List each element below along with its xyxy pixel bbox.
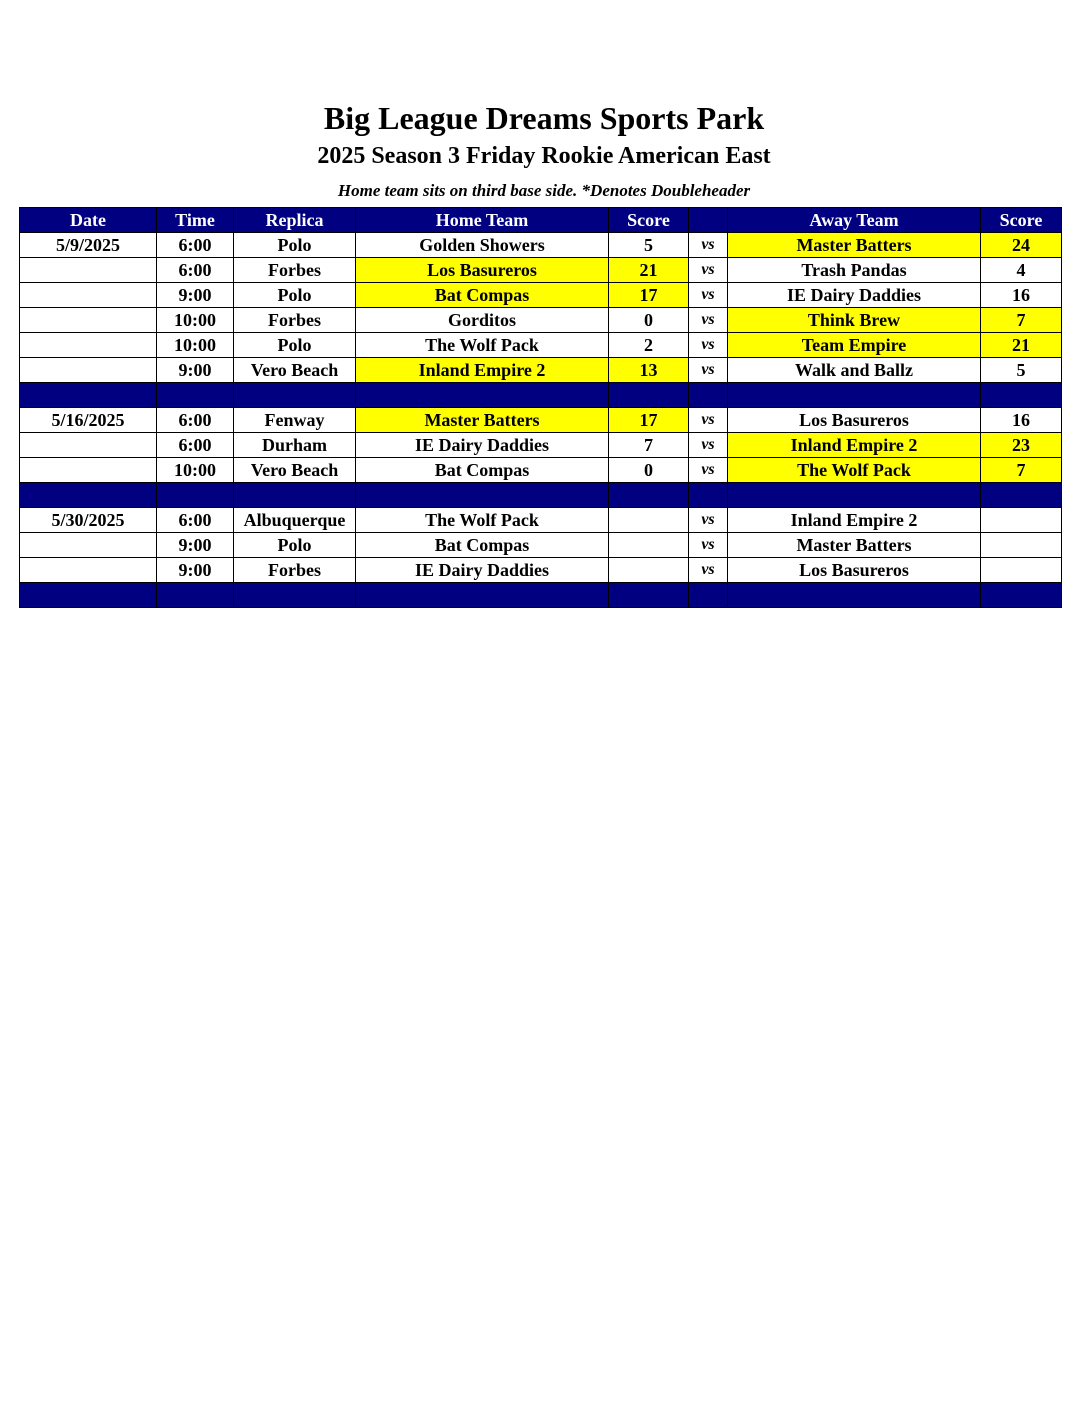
cell-away-score: 16 xyxy=(981,283,1062,308)
table-row xyxy=(20,308,1062,333)
cell-home-team: Golden Showers xyxy=(356,233,609,258)
cell-away-team: The Wolf Pack xyxy=(728,458,981,483)
cell-time: 9:00 xyxy=(157,533,234,558)
cell-date xyxy=(20,533,157,558)
separator-cell xyxy=(20,483,157,508)
cell-time: 6:00 xyxy=(157,508,234,533)
cell-replica: Vero Beach xyxy=(234,358,356,383)
column-header-away-team: Away Team xyxy=(728,208,981,233)
cell-time: 9:00 xyxy=(157,358,234,383)
cell-replica: Forbes xyxy=(234,558,356,583)
cell-date xyxy=(20,558,157,583)
cell-replica: Polo xyxy=(234,333,356,358)
cell-time: 10:00 xyxy=(157,458,234,483)
cell-home-score: 13 xyxy=(609,358,689,383)
cell-vs: vs xyxy=(689,533,728,558)
cell-replica: Forbes xyxy=(234,258,356,283)
cell-away-team: Los Basureros xyxy=(728,408,981,433)
separator-row xyxy=(20,583,1062,608)
table-header-row xyxy=(20,208,1062,233)
separator-cell xyxy=(157,483,234,508)
column-header-home-team: Home Team xyxy=(356,208,609,233)
cell-away-score: 24 xyxy=(981,233,1062,258)
table-row xyxy=(20,333,1062,358)
schedule-note: Home team sits on third base side. *Denotes Doubleheader xyxy=(337,181,751,200)
column-header-home-score: Score xyxy=(609,208,689,233)
cell-away-team: Master Batters xyxy=(728,233,981,258)
cell-away-team: Walk and Ballz xyxy=(728,358,981,383)
table-row xyxy=(20,558,1062,583)
cell-home-team: Bat Compas xyxy=(356,458,609,483)
cell-away-team: Los Basureros xyxy=(728,558,981,583)
cell-vs: vs xyxy=(689,408,728,433)
cell-away-score: 21 xyxy=(981,333,1062,358)
cell-home-score xyxy=(609,558,689,583)
cell-date xyxy=(20,308,157,333)
cell-date xyxy=(20,333,157,358)
cell-away-score: 5 xyxy=(981,358,1062,383)
cell-date xyxy=(20,358,157,383)
cell-away-score xyxy=(981,508,1062,533)
cell-vs: vs xyxy=(689,508,728,533)
cell-home-score: 0 xyxy=(609,458,689,483)
separator-cell xyxy=(234,483,356,508)
separator-cell xyxy=(728,483,981,508)
cell-vs: vs xyxy=(689,433,728,458)
cell-home-score: 0 xyxy=(609,308,689,333)
cell-replica: Forbes xyxy=(234,308,356,333)
cell-home-team: Master Batters xyxy=(356,408,609,433)
column-header-date: Date xyxy=(20,208,157,233)
table-row xyxy=(20,283,1062,308)
cell-home-team: The Wolf Pack xyxy=(356,508,609,533)
separator-cell xyxy=(234,583,356,608)
table-row xyxy=(20,358,1062,383)
cell-away-score: 7 xyxy=(981,458,1062,483)
schedule-body xyxy=(20,233,1062,608)
cell-vs: vs xyxy=(689,258,728,283)
separator-cell xyxy=(20,383,157,408)
cell-replica: Albuquerque xyxy=(234,508,356,533)
column-header-time: Time xyxy=(157,208,234,233)
schedule-table xyxy=(19,207,1062,608)
cell-away-score xyxy=(981,558,1062,583)
cell-home-team: Los Basureros xyxy=(356,258,609,283)
cell-vs: vs xyxy=(689,458,728,483)
cell-vs: vs xyxy=(689,308,728,333)
cell-home-score: 2 xyxy=(609,333,689,358)
separator-row xyxy=(20,383,1062,408)
cell-time: 10:00 xyxy=(157,308,234,333)
cell-replica: Vero Beach xyxy=(234,458,356,483)
cell-away-score: 7 xyxy=(981,308,1062,333)
cell-away-score: 4 xyxy=(981,258,1062,283)
separator-cell xyxy=(20,583,157,608)
table-row xyxy=(20,458,1062,483)
cell-away-team: Inland Empire 2 xyxy=(728,433,981,458)
cell-away-team: Inland Empire 2 xyxy=(728,508,981,533)
cell-away-team: Team Empire xyxy=(728,333,981,358)
cell-away-team: Think Brew xyxy=(728,308,981,333)
separator-cell xyxy=(356,583,609,608)
cell-time: 6:00 xyxy=(157,433,234,458)
cell-away-score: 16 xyxy=(981,408,1062,433)
cell-date: 5/16/2025 xyxy=(20,408,157,433)
separator-cell xyxy=(981,483,1062,508)
cell-home-team: IE Dairy Daddies xyxy=(356,558,609,583)
page-title: Big League Dreams Sports Park xyxy=(323,100,765,136)
cell-home-score xyxy=(609,533,689,558)
column-header-replica: Replica xyxy=(234,208,356,233)
cell-vs: vs xyxy=(689,283,728,308)
cell-home-score: 17 xyxy=(609,283,689,308)
separator-cell xyxy=(728,583,981,608)
cell-away-score: 23 xyxy=(981,433,1062,458)
cell-date xyxy=(20,283,157,308)
cell-vs: vs xyxy=(689,558,728,583)
cell-time: 6:00 xyxy=(157,408,234,433)
table-row xyxy=(20,433,1062,458)
cell-date: 5/30/2025 xyxy=(20,508,157,533)
cell-home-score xyxy=(609,508,689,533)
cell-home-team: IE Dairy Daddies xyxy=(356,433,609,458)
cell-home-score: 7 xyxy=(609,433,689,458)
cell-time: 6:00 xyxy=(157,258,234,283)
cell-vs: vs xyxy=(689,358,728,383)
separator-cell xyxy=(728,383,981,408)
separator-cell xyxy=(609,383,689,408)
page-subtitle: 2025 Season 3 Friday Rookie American East xyxy=(317,143,771,169)
cell-away-score xyxy=(981,533,1062,558)
table-row xyxy=(20,233,1062,258)
cell-replica: Polo xyxy=(234,533,356,558)
table-row xyxy=(20,508,1062,533)
cell-time: 9:00 xyxy=(157,283,234,308)
cell-away-team: IE Dairy Daddies xyxy=(728,283,981,308)
table-row xyxy=(20,258,1062,283)
column-header-away-score: Score xyxy=(981,208,1062,233)
separator-cell xyxy=(689,483,728,508)
column-header-vs xyxy=(689,208,728,233)
cell-replica: Durham xyxy=(234,433,356,458)
separator-cell xyxy=(689,383,728,408)
separator-cell xyxy=(234,383,356,408)
table-row xyxy=(20,533,1062,558)
cell-date: 5/9/2025 xyxy=(20,233,157,258)
separator-cell xyxy=(609,583,689,608)
cell-home-score: 5 xyxy=(609,233,689,258)
cell-replica: Polo xyxy=(234,233,356,258)
cell-vs: vs xyxy=(689,333,728,358)
cell-home-team: Gorditos xyxy=(356,308,609,333)
separator-cell xyxy=(157,583,234,608)
separator-cell xyxy=(356,383,609,408)
cell-time: 6:00 xyxy=(157,233,234,258)
cell-away-team: Trash Pandas xyxy=(728,258,981,283)
cell-date xyxy=(20,258,157,283)
cell-vs: vs xyxy=(689,233,728,258)
cell-home-team: The Wolf Pack xyxy=(356,333,609,358)
cell-date xyxy=(20,433,157,458)
separator-cell xyxy=(981,383,1062,408)
cell-home-team: Bat Compas xyxy=(356,283,609,308)
cell-home-score: 21 xyxy=(609,258,689,283)
cell-time: 9:00 xyxy=(157,558,234,583)
cell-date xyxy=(20,458,157,483)
cell-away-team: Master Batters xyxy=(728,533,981,558)
table-row xyxy=(20,408,1062,433)
separator-cell xyxy=(689,583,728,608)
separator-cell xyxy=(356,483,609,508)
cell-home-team: Bat Compas xyxy=(356,533,609,558)
cell-home-team: Inland Empire 2 xyxy=(356,358,609,383)
separator-row xyxy=(20,483,1062,508)
cell-replica: Polo xyxy=(234,283,356,308)
separator-cell xyxy=(157,383,234,408)
cell-home-score: 17 xyxy=(609,408,689,433)
separator-cell xyxy=(981,583,1062,608)
cell-time: 10:00 xyxy=(157,333,234,358)
cell-replica: Fenway xyxy=(234,408,356,433)
separator-cell xyxy=(609,483,689,508)
